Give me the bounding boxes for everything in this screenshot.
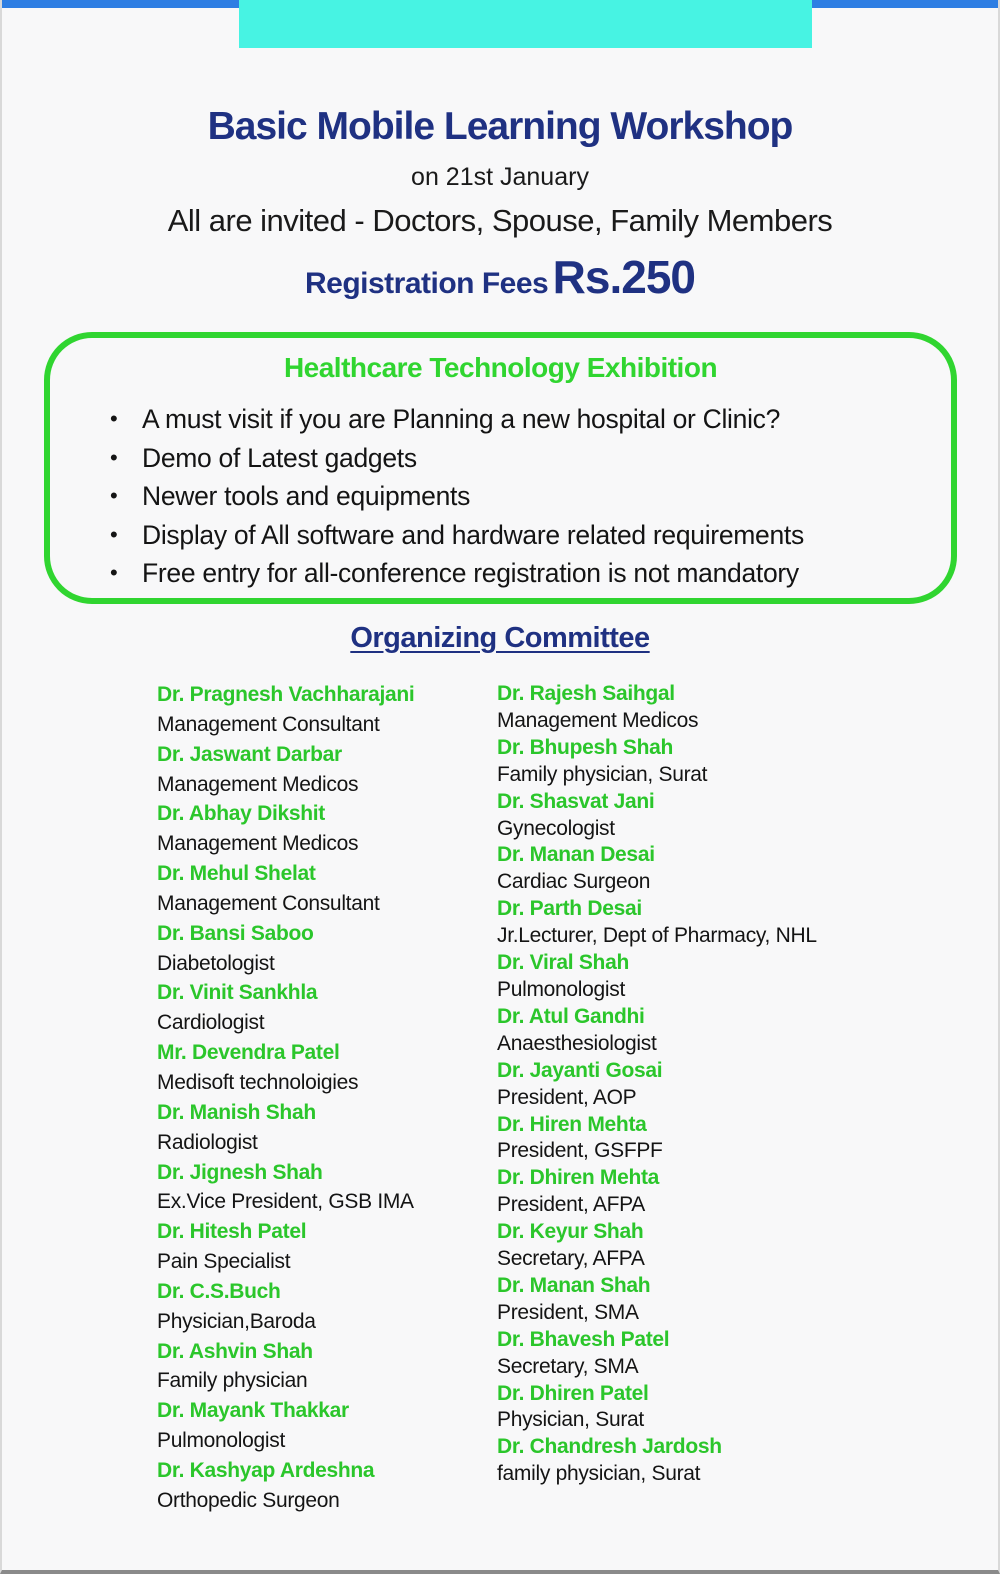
committee-member	[157, 1277, 492, 1337]
member-role: Physician, Surat	[497, 1408, 644, 1432]
member-role: family physician, Surat	[497, 1462, 701, 1486]
member-role: Anaesthesiologist	[497, 1031, 657, 1055]
committee-member	[497, 842, 987, 896]
exhibition-box	[44, 332, 957, 604]
exhibition-bullet: • Display of All software and hardware related requirements	[142, 516, 951, 555]
member-name: Dr. C.S.Buch	[157, 1279, 281, 1303]
committee-member	[157, 740, 492, 800]
committee-member	[157, 859, 492, 919]
member-role: Management Consultant	[157, 891, 380, 915]
member-role: Gynecologist	[497, 816, 615, 840]
member-role: Cardiac Surgeon	[497, 870, 651, 894]
member-role: Ex.Vice President, GSB IMA	[157, 1190, 414, 1214]
member-name: Dr. Viral Shah	[497, 951, 629, 975]
member-name: Dr. Jayanti Gosai	[497, 1058, 663, 1082]
committee-member	[157, 1098, 492, 1158]
committee-member	[497, 1058, 987, 1112]
committee-member	[497, 1165, 987, 1219]
member-role: Pulmonologist	[157, 1429, 286, 1453]
committee-member	[157, 1456, 492, 1516]
member-name: Dr. Manish Shah	[157, 1100, 316, 1124]
committee-right-column	[497, 681, 987, 1488]
exhibition-title: Healthcare Technology Exhibition	[283, 352, 718, 383]
committee-member	[157, 1217, 492, 1277]
member-name: Dr. Shasvat Jani	[497, 789, 655, 813]
member-name: Dr. Jaswant Darbar	[157, 742, 342, 766]
member-name: Dr. Bansi Saboo	[157, 921, 314, 945]
committee-member	[497, 1381, 987, 1435]
member-role: Radiologist	[157, 1130, 258, 1154]
event-date: on 21st January	[411, 163, 589, 191]
exhibition-bullet: • Newer tools and equipments	[142, 477, 951, 516]
member-name: Dr. Hiren Mehta	[497, 1112, 647, 1136]
exhibition-bullet: • Free entry for all-conference registration is not mandatory	[142, 554, 951, 593]
member-role: President, AOP	[497, 1085, 637, 1109]
registration-fees	[2, 250, 998, 304]
member-role: Orthopedic Surgeon	[157, 1488, 340, 1512]
member-name: Dr. Vinit Sankhla	[157, 981, 318, 1005]
member-name: Dr. Ashvin Shah	[157, 1339, 313, 1363]
member-role: Management Medicos	[157, 772, 359, 796]
committee-member	[497, 1112, 987, 1166]
member-name: Dr. Chandresh Jardosh	[497, 1435, 722, 1459]
member-role: President, AFPA	[497, 1193, 646, 1217]
member-role: Physician,Baroda	[157, 1309, 316, 1333]
member-role: President, SMA	[497, 1300, 639, 1324]
committee-member	[157, 799, 492, 859]
member-name: Dr. Hitesh Patel	[157, 1220, 307, 1244]
member-name: Dr. Dhiren Mehta	[497, 1166, 660, 1190]
member-role: Pulmonologist	[497, 977, 626, 1001]
member-name: Dr. Parth Desai	[497, 897, 642, 921]
committee-member	[497, 1327, 987, 1381]
page-title: Basic Mobile Learning Workshop	[207, 105, 793, 148]
committee-member	[157, 1038, 492, 1098]
member-name: Dr. Mehul Shelat	[157, 862, 316, 886]
member-role: Secretary, AFPA	[497, 1247, 645, 1271]
member-name: Dr. Bhupesh Shah	[497, 735, 674, 759]
member-name: Mr. Devendra Patel	[157, 1041, 340, 1065]
committee-member	[497, 1219, 987, 1273]
committee-title: Organizing Committee	[350, 622, 650, 654]
committee-member	[497, 789, 987, 843]
committee-member	[497, 681, 987, 735]
member-role: Management Medicos	[157, 832, 359, 856]
member-name: Dr. Dhiren Patel	[497, 1381, 649, 1405]
member-role: Secretary, SMA	[497, 1354, 639, 1378]
member-name: Dr. Keyur Shah	[497, 1220, 644, 1244]
committee-member	[157, 1337, 492, 1397]
committee-member	[157, 1158, 492, 1218]
member-name: Dr. Jignesh Shah	[157, 1160, 323, 1184]
committee-member	[497, 1273, 987, 1327]
committee-member	[497, 1004, 987, 1058]
member-role: Medisoft technoloigies	[157, 1070, 359, 1094]
member-role: Management Medicos	[497, 708, 699, 732]
committee-member	[157, 1396, 492, 1456]
committee-member	[497, 735, 987, 789]
exhibition-bullet: • A must visit if you are Planning a new hospital or Clinic?	[142, 400, 951, 439]
member-role: Family physician	[157, 1369, 308, 1393]
committee-member	[497, 950, 987, 1004]
committee-member	[497, 896, 987, 950]
invite-text: All are invited - Doctors, Spouse, Family Members	[167, 203, 833, 238]
committee-member	[157, 978, 492, 1038]
cyan-header-block	[239, 0, 812, 48]
member-role: Diabetologist	[157, 951, 275, 975]
committee-left-column	[157, 680, 492, 1516]
member-name: Dr. Atul Gandhi	[497, 1004, 645, 1028]
member-name: Dr. Pragnesh Vachharajani	[157, 683, 415, 706]
member-role: Management Consultant	[157, 712, 380, 736]
committee-member	[157, 680, 492, 740]
committee-member	[497, 1434, 987, 1488]
member-name: Dr. Kashyap Ardeshna	[157, 1458, 375, 1482]
member-role: Family physician, Surat	[497, 762, 708, 786]
fees-amount: Rs.250	[552, 251, 696, 303]
exhibition-bullet: • Demo of Latest gadgets	[142, 439, 951, 478]
exhibition-bullet-list	[50, 400, 951, 593]
member-name: Dr. Manan Shah	[497, 1273, 651, 1297]
member-name: Dr. Manan Desai	[497, 843, 655, 867]
member-name: Dr. Abhay Dikshit	[157, 802, 325, 826]
committee-member	[157, 919, 492, 979]
member-role: Jr.Lecturer, Dept of Pharmacy, NHL	[497, 924, 817, 948]
member-name: Dr. Rajesh Saihgal	[497, 682, 675, 705]
member-role: Pain Specialist	[157, 1250, 291, 1274]
member-name: Dr. Mayank Thakkar	[157, 1399, 349, 1423]
member-name: Dr. Bhavesh Patel	[497, 1327, 670, 1351]
fees-label: Registration Fees	[304, 267, 549, 300]
member-role: President, GSFPF	[497, 1139, 663, 1163]
member-role: Cardiologist	[157, 1011, 265, 1035]
